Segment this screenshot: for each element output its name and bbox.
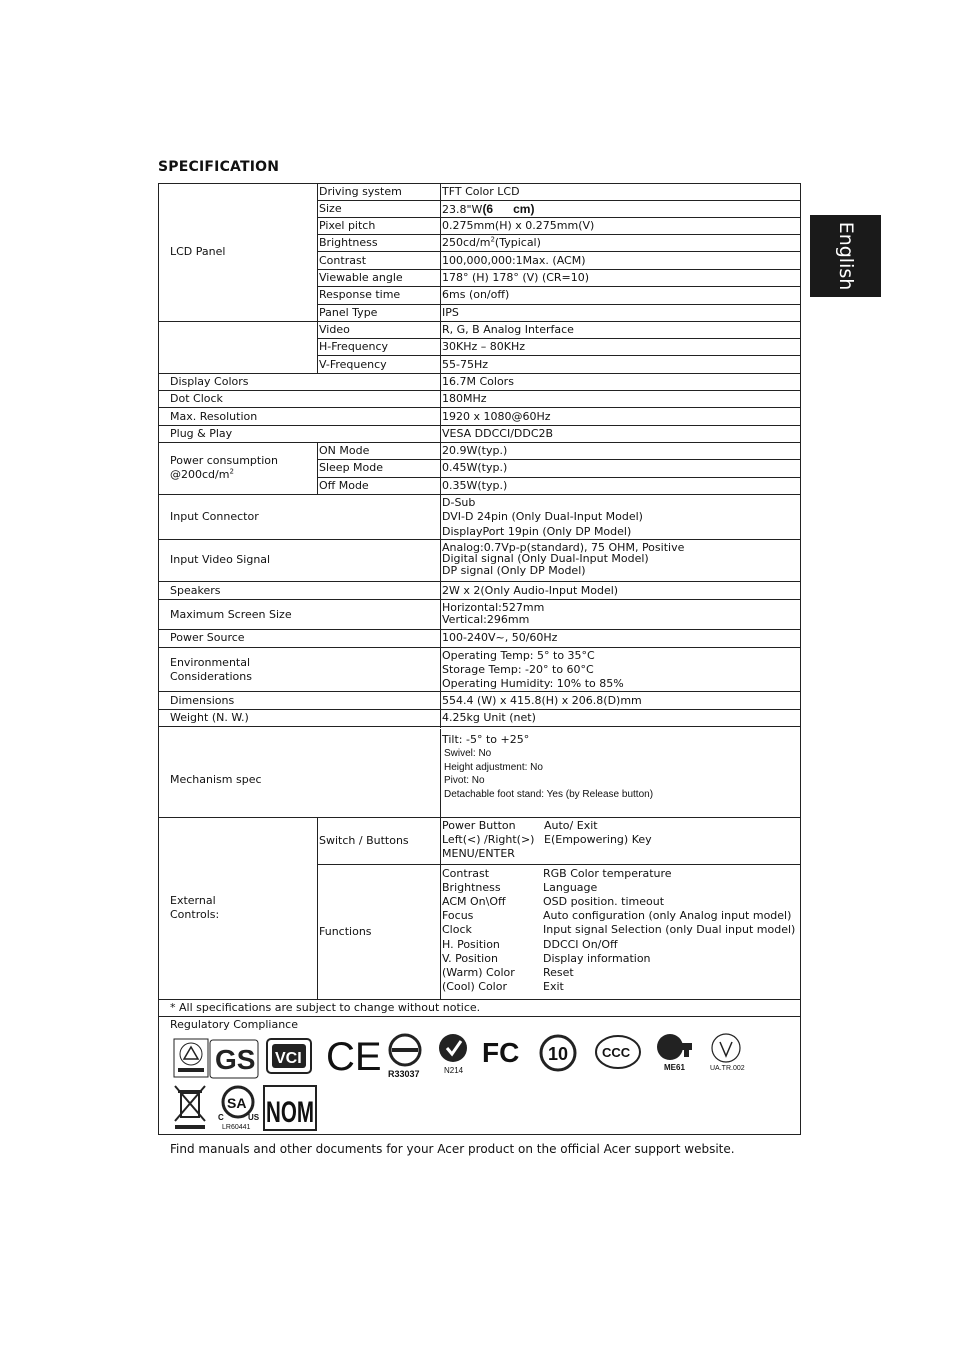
spec-value: Auto/ Exit [544,819,598,832]
spec-key: Considerations [170,670,252,683]
spec-key: Environmental [170,656,251,669]
spec-value: E(Empowering) Key [544,833,652,846]
spec-key: Video [319,323,350,336]
function-item: H. Position [442,937,500,951]
spec-value: Left(<) /Right(>) [442,833,535,846]
weee-bin-icon [172,1083,208,1131]
spec-value: 0.275mm(H) x 0.275mm(V) [442,219,595,232]
spec-value: Vertical:296mm [442,613,530,626]
spec-key: Input Video Signal [170,553,271,566]
function-item: Focus [442,909,474,923]
function-item: Contrast [442,867,490,880]
spec-value [442,202,534,217]
spec-value: IPS [442,306,459,319]
ce-glyph: CE [326,1035,382,1079]
spec-value: DisplayPort 19pin (Only DP Model) [442,525,632,538]
spec-value: DP signal (Only DP Model) [442,564,586,577]
ccc-glyph: CCC [602,1045,631,1060]
function-item: OSD position. timeout [543,895,665,909]
size-cm-open: (6 [482,202,494,216]
brightness-value: 250cd/m [442,236,491,249]
c-tick-logo [438,1033,470,1077]
spec-key: Viewable angle [319,271,403,284]
spec-key: Dot Clock [170,392,223,405]
spec-value: 30KHz – 80KHz [442,340,526,353]
spec-value: R, G, B Analog Interface [442,323,574,336]
spec-value: Swivel: No [444,748,492,759]
spec-value: 4.25kg Unit (net) [442,711,536,724]
spec-value: Pivot: No [444,775,485,786]
csa-logo [216,1083,262,1131]
spec-value: Detachable foot stand: Yes (by Release button) [444,789,654,800]
footer-note: Find manuals and other documents for your Acer product on the official Acer support website. [170,1142,735,1156]
function-item: RGB Color temperature [543,867,672,880]
spec-value: 0.35W(typ.) [442,479,508,492]
spec-value: 0.45W(typ.) [442,461,508,474]
spec-value: MENU/ENTER [442,847,515,860]
page-title: SPECIFICATION [158,159,280,175]
spec-value: 554.4 (W) x 415.8(H) x 206.8(D)mm [442,694,642,707]
spec-value: Horizontal:527mm [442,601,545,614]
rohs-10-logo [538,1033,578,1073]
spec-key: Power Source [170,631,245,644]
gs-logo [210,1040,258,1078]
switch-buttons-label: Switch / Buttons [319,834,409,847]
csa-c-glyph: C [218,1113,224,1122]
power-consumption-label: Power consumption [170,454,278,467]
spec-key: Dimensions [170,694,235,707]
spec-value: 180MHz [442,392,487,405]
spec-value: Digital signal (Only Dual-Input Model) [442,552,649,565]
ua-tr-caption: UA.TR.002 [710,1065,745,1072]
spec-key: Response time [319,288,401,301]
spec-value: Operating Temp: 5° to 35°C [442,649,595,662]
spec-key: Input Connector [170,510,259,523]
spec-value: DVI-D 24pin (Only Dual-Input Model) [442,510,643,523]
function-item: Brightness [442,881,501,895]
language-tab-label: English [834,221,857,291]
language-tab [810,215,881,297]
gs-glyph: GS [215,1044,256,1075]
ccc-logo [594,1034,642,1070]
spec-key: Speakers [170,584,221,597]
spec-value: Operating Humidity: 10% to 85% [442,677,624,690]
spec-value: 178° (H) 178° (V) (CR=10) [442,271,590,284]
function-item: V. Position [442,951,498,965]
superscript: 2 [229,467,234,476]
spec-key: Weight (N. W.) [170,711,249,724]
function-item: Auto configuration (only Analog input model) [543,909,792,923]
pct-caption: ME61 [664,1063,685,1072]
vcci-glyph: VCI [275,1050,302,1067]
ua-tr-logo [708,1032,748,1074]
superscript: 2 [490,235,495,244]
spec-value: 20.9W(typ.) [442,444,508,457]
spec-value: Storage Temp: -20° to 60°C [442,663,594,676]
tuv-ergonomics-logo [173,1038,209,1078]
nom-glyph: NOM [266,1096,314,1129]
functions-label: Functions [319,925,372,938]
spec-value: Analog:0.7Vp-p(standard), 75 OHM, Positive [442,541,685,554]
c-tick-caption: N214 [444,1066,464,1075]
function-item: (Warm) Color [442,965,515,979]
spec-key: Off Mode [319,479,369,492]
spec-value: 1920 x 1080@60Hz [442,410,551,423]
fcc-glyph: FC [482,1037,520,1068]
spec-key: Pixel pitch [319,219,376,232]
function-item: DDCCI On/Off [543,937,618,951]
external-controls-label: External [170,894,216,907]
function-item: Display information [543,951,651,965]
ce-logo [326,1035,382,1079]
nom-logo [263,1085,317,1131]
spec-key: Driving system [319,185,402,198]
spec-key: ON Mode [319,444,370,457]
function-item: Clock [442,923,472,937]
function-item: Reset [543,965,574,979]
spec-key: Size [319,202,342,215]
specification-table [158,183,801,1135]
spec-key: Display Colors [170,375,249,388]
spec-value: Power Button [442,819,516,832]
spec-value: 100,000,000:1Max. (ACM) [442,254,586,267]
spec-key: Contrast [319,254,367,267]
function-item: Input signal Selection (only Dual input model) [543,923,796,937]
gost-logo [386,1033,426,1079]
function-item: Language [543,881,598,895]
external-controls-label: Controls: [170,908,220,921]
spec-value: TFT Color LCD [442,185,520,198]
regulatory-label: Regulatory Compliance [170,1018,298,1031]
spec-key: Max. Resolution [170,410,258,423]
spec-key: Maximum Screen Size [170,608,292,621]
spec-value: 55-75Hz [442,358,489,371]
function-item: ACM On\Off [442,895,506,909]
spec-value: 6ms (on/off) [442,288,510,301]
csa-us-glyph: US [248,1113,260,1122]
spec-key: Sleep Mode [319,461,384,474]
disclaimer-note: * All specifications are subject to change without notice. [170,1001,481,1014]
spec-value: D-Sub [442,496,476,509]
spec-value: Height adjustment: No [444,762,543,773]
spec-key: Mechanism spec [170,773,262,786]
rohs-glyph: 10 [548,1044,569,1064]
spec-key: Panel Type [319,306,378,319]
spec-key: V-Frequency [319,358,387,371]
function-item: Exit [543,979,564,993]
power-consumption-sub [170,468,234,482]
gost-caption: R33037 [388,1069,420,1079]
spec-value: Tilt: -5° to +25° [442,733,530,746]
brightness-typical: (Typical) [494,236,541,249]
spec-value: 2W x 2(Only Audio-Input Model) [442,584,619,597]
spec-key: H-Frequency [319,340,389,353]
spec-value: 100-240V~, 50/60Hz [442,631,558,644]
function-item: (Cool) Color [442,979,507,993]
spec-value: 16.7M Colors [442,375,514,388]
vcci-logo [266,1038,312,1074]
power-brightness-label: @200cd/m [170,468,230,481]
csa-glyph: SA [227,1095,247,1111]
pct-logo [656,1032,696,1074]
csa-caption: LR60441 [222,1124,251,1131]
spec-key: Plug & Play [170,427,233,440]
spec-key: Brightness [319,236,378,249]
lcd-panel-label: LCD Panel [170,245,226,258]
size-value: 23.8"W [442,203,483,216]
spec-value [442,236,541,250]
size-cm-close: cm) [513,202,535,216]
spec-value: VESA DDCCI/DDC2B [442,427,554,440]
fcc-logo [482,1036,524,1068]
